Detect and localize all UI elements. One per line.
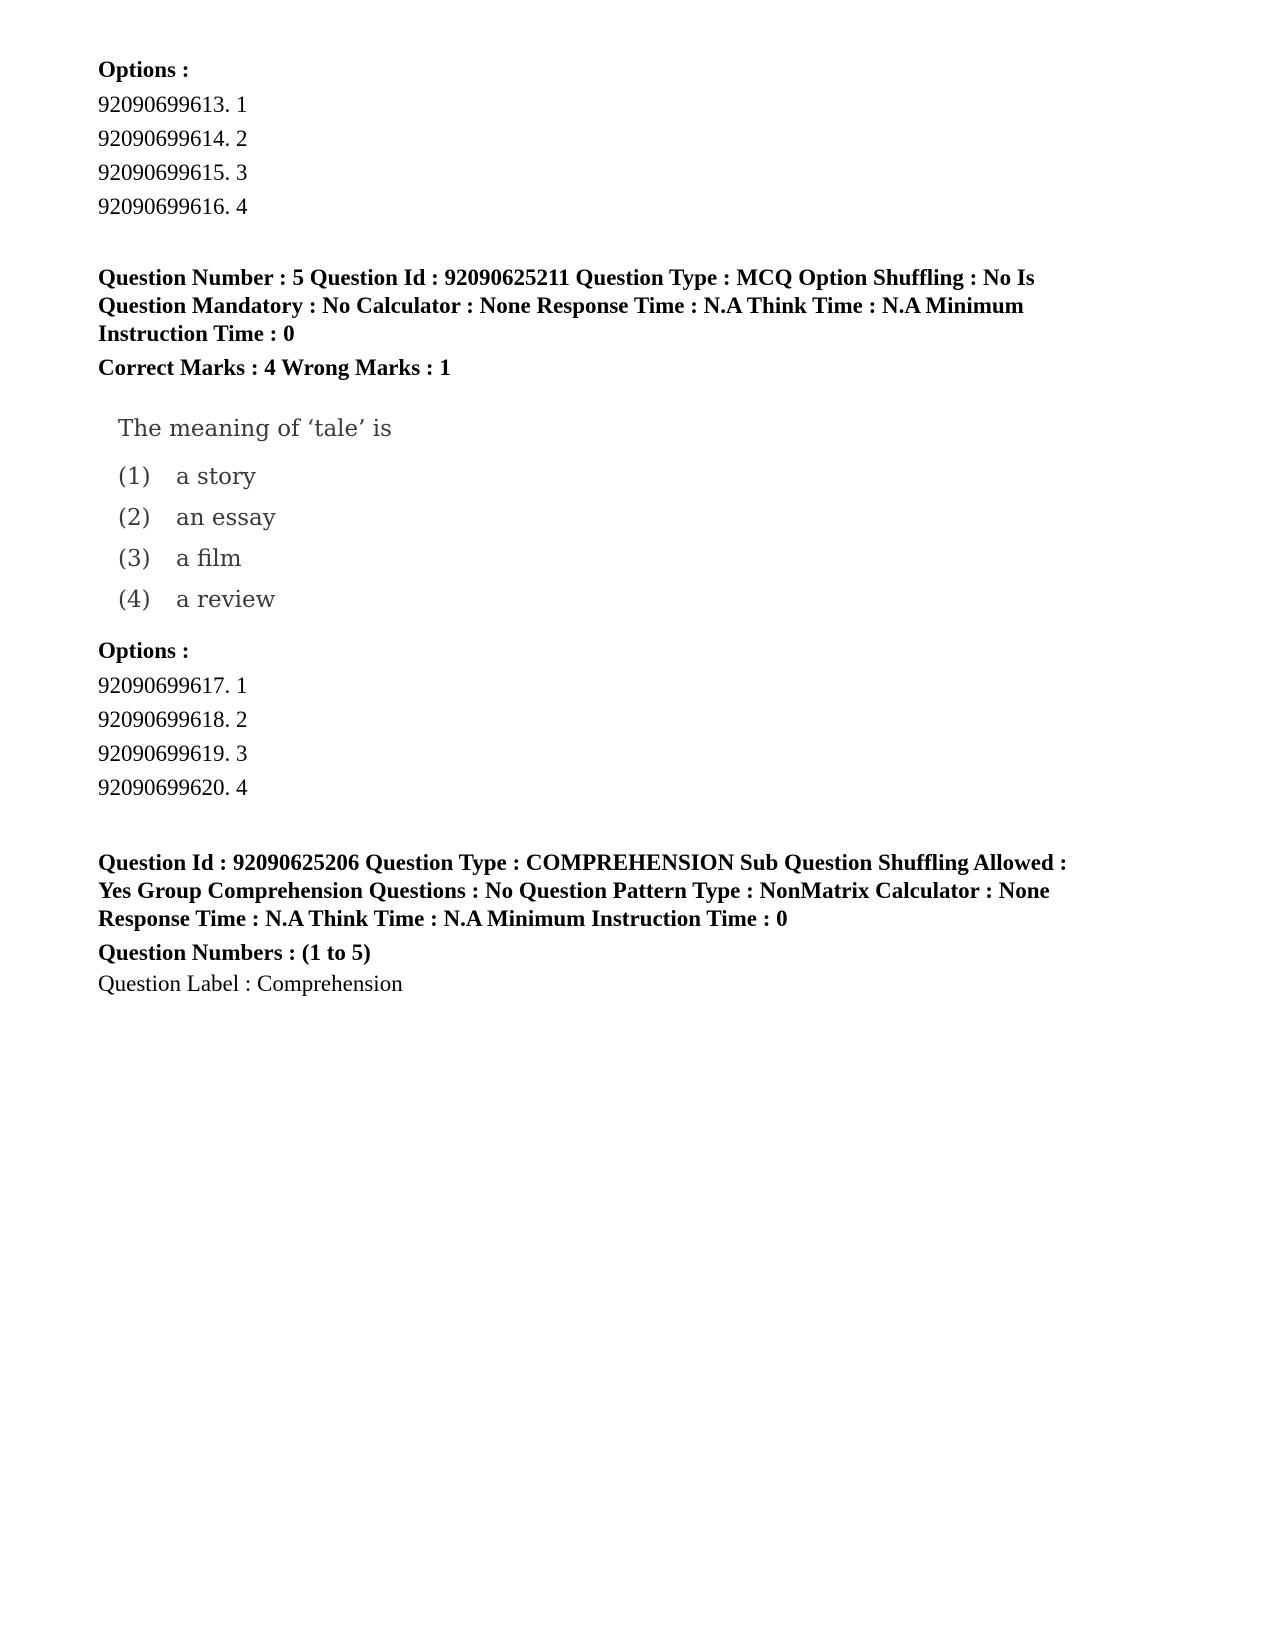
question-body <box>118 414 1198 615</box>
option-item: 92090699619. 3 <box>98 741 248 766</box>
question-choice <box>118 585 1198 615</box>
option-item: 92090699617. 1 <box>98 673 248 698</box>
question-choice <box>118 503 1198 533</box>
options-label: Options : <box>98 638 190 663</box>
option-item: 92090699620. 4 <box>98 775 248 800</box>
options-section-q5 <box>98 637 1198 805</box>
comprehension-meta-line: Response Time : N.A Think Time : N.A Minimum Instruction Time : 0 <box>98 906 788 931</box>
options-list <box>98 88 1198 224</box>
options-section-prev <box>98 56 1198 224</box>
option-item: 92090699613. 1 <box>98 92 248 117</box>
options-list <box>98 669 1198 805</box>
choice-text: a review <box>176 587 276 613</box>
option-item: 92090699615. 3 <box>98 160 248 185</box>
question-meta-line: Question Mandatory : No Calculator : None Response Time : N.A Think Time : N.A Minimum <box>98 293 1024 318</box>
choice-number: (4) <box>118 587 151 613</box>
comprehension-section <box>98 849 1198 1001</box>
comprehension-meta <box>98 849 1198 933</box>
question-stem: The meaning of ‘tale’ is <box>118 416 392 442</box>
choice-text: a story <box>176 464 256 490</box>
choice-number: (2) <box>118 505 151 531</box>
question-marks: Correct Marks : 4 Wrong Marks : 1 <box>98 355 451 380</box>
question-meta-line: Question Number : 5 Question Id : 92090625211 Question Type : MCQ Option Shuffling : No Is <box>98 265 1035 290</box>
option-item: 92090699618. 2 <box>98 707 248 732</box>
document-page <box>98 56 1198 1001</box>
question-choice <box>118 462 1198 492</box>
comprehension-meta-line: Question Id : 92090625206 Question Type : COMPREHENSION Sub Question Shuffling Allowed : <box>98 850 1068 875</box>
options-label: Options : <box>98 57 190 82</box>
choice-text: an essay <box>176 505 276 531</box>
question-meta-line: Instruction Time : 0 <box>98 321 295 346</box>
option-item: 92090699614. 2 <box>98 126 248 151</box>
comprehension-meta-line: Yes Group Comprehension Questions : No Question Pattern Type : NonMatrix Calculator : None <box>98 878 1050 903</box>
question-meta <box>98 264 1198 348</box>
question-numbers: Question Numbers : (1 to 5) <box>98 940 371 965</box>
choice-text: a film <box>176 546 242 572</box>
option-item: 92090699616. 4 <box>98 194 248 219</box>
question-choice <box>118 544 1198 574</box>
question-label: Question Label : Comprehension <box>98 971 403 996</box>
question-5 <box>98 264 1198 805</box>
choice-number: (3) <box>118 546 151 572</box>
choice-number: (1) <box>118 464 151 490</box>
